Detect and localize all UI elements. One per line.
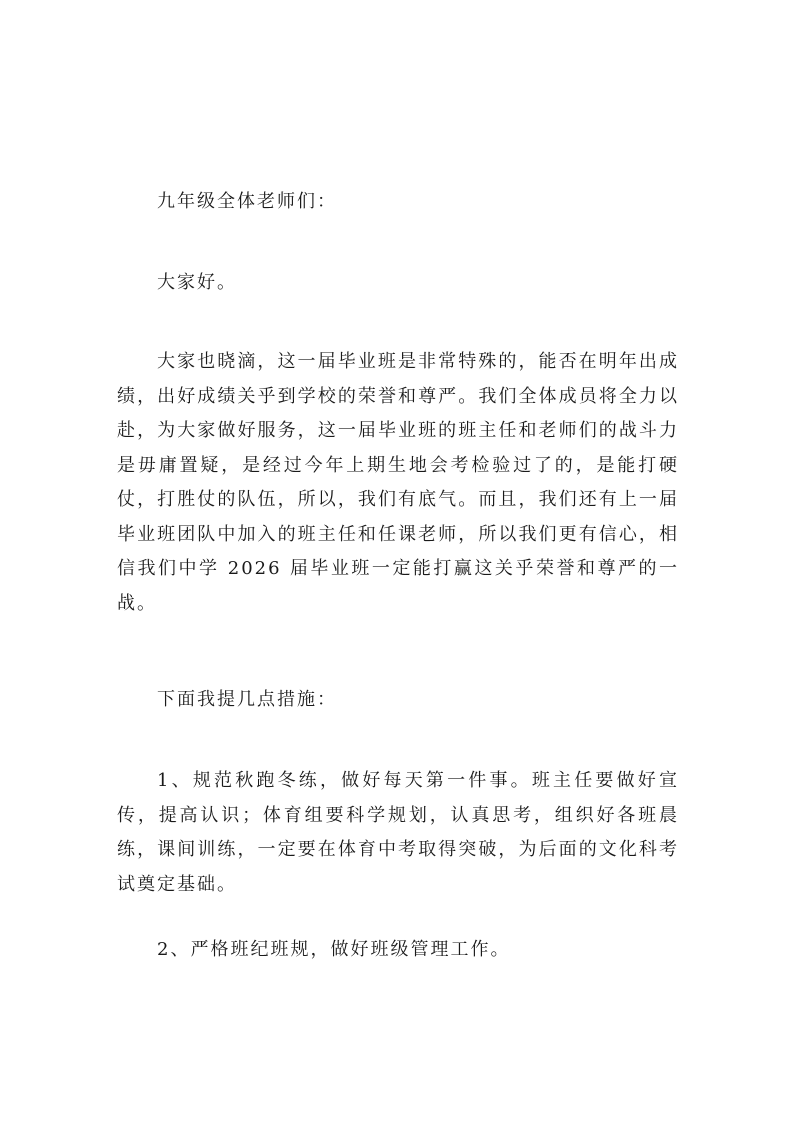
- greeting: 大家好。: [157, 272, 237, 293]
- paragraph-measure-2: 2、严格班纪班规，做好班级管理工作。: [157, 939, 511, 960]
- paragraph-intro: 大家也晓滴，这一届毕业班是非常特殊的，能否在明年出成绩，出好成绩关乎到学校的荣誉和尊严。我们全体成员将全力以赴，为大家做好服务，这一届毕业班的班主任和老师们的战斗力是毋庸置疑，是经过今年上期生地会考检验过了的，是能打硬仗，打胜仗的队伍，所以，我们有底气。而且，我们还有上一届毕业班团队中加入的班主任和任课老师，所以我们更有信心，相信我们中学 2026 届毕业班一定能打赢这关乎荣誉和尊严的一战。: [117, 351, 679, 614]
- paragraph-measures-heading: 下面我提几点措施：: [157, 689, 337, 710]
- paragraph-measure-1: 1、规范秋跑冬练，做好每天第一件事。班主任要做好宣传，提高认识；体育组要科学规划，认真思考，组织好各班晨练，课间训练，一定要在体育中考取得突破，为后面的文化科考试奠定基础。: [117, 770, 679, 895]
- salutation: 九年级全体老师们：: [157, 191, 337, 212]
